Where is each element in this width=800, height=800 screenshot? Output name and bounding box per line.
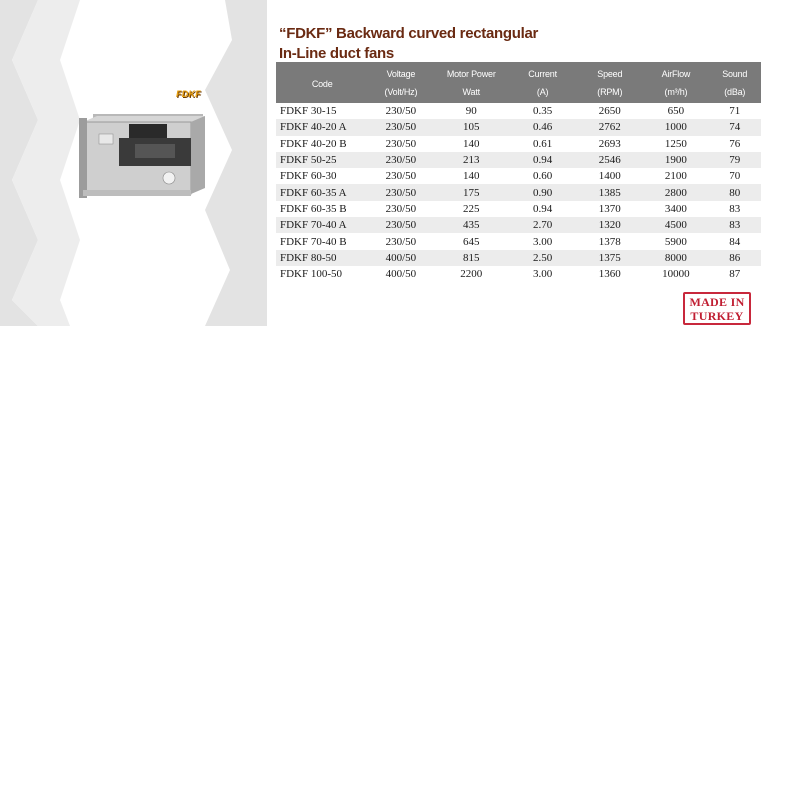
badge-line-2: TURKEY xyxy=(690,309,744,323)
unit-voltage: (Volt/Hz) xyxy=(368,83,433,103)
header-speed: Speed xyxy=(576,62,643,83)
cell-motor-power: 213 xyxy=(433,152,509,168)
cell-code: FDKF 60-35 A xyxy=(276,184,368,200)
cell-airflow: 5900 xyxy=(643,233,708,249)
cell-voltage: 230/50 xyxy=(368,201,433,217)
cell-voltage: 230/50 xyxy=(368,136,433,152)
cell-voltage: 230/50 xyxy=(368,233,433,249)
cell-speed: 1370 xyxy=(576,201,643,217)
cell-code: FDKF 40-20 B xyxy=(276,136,368,152)
cell-sound: 76 xyxy=(708,136,761,152)
unit-speed: (RPM) xyxy=(576,83,643,103)
table-row xyxy=(276,152,761,168)
cell-airflow: 1900 xyxy=(643,152,708,168)
cell-current: 0.60 xyxy=(509,168,576,184)
table-row xyxy=(276,217,761,233)
cell-current: 0.35 xyxy=(509,103,576,119)
cell-code: FDKF 70-40 B xyxy=(276,233,368,249)
cell-sound: 84 xyxy=(708,233,761,249)
table-row xyxy=(276,168,761,184)
cell-airflow: 10000 xyxy=(643,266,708,282)
cell-code: FDKF 60-35 B xyxy=(276,201,368,217)
cell-voltage: 230/50 xyxy=(368,217,433,233)
cell-voltage: 400/50 xyxy=(368,250,433,266)
cell-voltage: 230/50 xyxy=(368,184,433,200)
header-current: Current xyxy=(509,62,576,83)
cell-speed: 1400 xyxy=(576,168,643,184)
cell-airflow: 650 xyxy=(643,103,708,119)
cell-code: FDKF 60-30 xyxy=(276,168,368,184)
table-row xyxy=(276,233,761,249)
cell-code: FDKF 50-25 xyxy=(276,152,368,168)
table-row xyxy=(276,184,761,200)
cell-airflow: 8000 xyxy=(643,250,708,266)
cell-motor-power: 140 xyxy=(433,168,509,184)
unit-current: (A) xyxy=(509,83,576,103)
cell-airflow: 2800 xyxy=(643,184,708,200)
cell-motor-power: 175 xyxy=(433,184,509,200)
table-row xyxy=(276,201,761,217)
cell-code: FDKF 100-50 xyxy=(276,266,368,282)
table-row xyxy=(276,136,761,152)
unit-sound: (dBa) xyxy=(708,83,761,103)
cell-current: 0.94 xyxy=(509,201,576,217)
cell-sound: 74 xyxy=(708,119,761,135)
cell-motor-power: 2200 xyxy=(433,266,509,282)
table-row xyxy=(276,266,761,282)
cell-airflow: 2100 xyxy=(643,168,708,184)
cell-voltage: 400/50 xyxy=(368,266,433,282)
unit-motor-power: Watt xyxy=(433,83,509,103)
cell-voltage: 230/50 xyxy=(368,168,433,184)
made-in-turkey-badge xyxy=(683,292,751,325)
cell-speed: 1378 xyxy=(576,233,643,249)
cell-speed: 1375 xyxy=(576,250,643,266)
cell-airflow: 4500 xyxy=(643,217,708,233)
cell-speed: 2693 xyxy=(576,136,643,152)
cell-airflow: 1000 xyxy=(643,119,708,135)
cell-motor-power: 225 xyxy=(433,201,509,217)
cell-motor-power: 90 xyxy=(433,103,509,119)
cell-sound: 80 xyxy=(708,184,761,200)
cell-code: FDKF 80-50 xyxy=(276,250,368,266)
badge-line-1: MADE IN xyxy=(689,295,745,309)
cell-speed: 2762 xyxy=(576,119,643,135)
cell-airflow: 3400 xyxy=(643,201,708,217)
cell-current: 2.50 xyxy=(509,250,576,266)
table-row xyxy=(276,250,761,266)
cell-sound: 87 xyxy=(708,266,761,282)
cell-current: 0.90 xyxy=(509,184,576,200)
cell-speed: 2546 xyxy=(576,152,643,168)
product-panel xyxy=(0,0,267,326)
cell-current: 3.00 xyxy=(509,233,576,249)
cell-current: 3.00 xyxy=(509,266,576,282)
table-row xyxy=(276,119,761,135)
header-airflow: AirFlow xyxy=(643,62,708,83)
duct-fan-image xyxy=(75,108,215,206)
cell-speed: 1360 xyxy=(576,266,643,282)
table-row xyxy=(276,103,761,119)
page-title xyxy=(279,24,538,64)
title-line-1: “FDKF” Backward curved rectangular xyxy=(279,25,539,42)
cell-speed: 2650 xyxy=(576,103,643,119)
cell-sound: 79 xyxy=(708,152,761,168)
header-code: Code xyxy=(276,62,368,103)
cell-current: 0.46 xyxy=(509,119,576,135)
header-motor-power: Motor Power xyxy=(433,62,509,83)
cell-sound: 71 xyxy=(708,103,761,119)
cell-code: FDKF 30-15 xyxy=(276,103,368,119)
table-header-row xyxy=(276,62,761,83)
header-voltage: Voltage xyxy=(368,62,433,83)
cell-current: 2.70 xyxy=(509,217,576,233)
cell-speed: 1320 xyxy=(576,217,643,233)
fdkf-logo: FDKF xyxy=(176,89,201,99)
cell-current: 0.94 xyxy=(509,152,576,168)
cell-motor-power: 645 xyxy=(433,233,509,249)
cell-voltage: 230/50 xyxy=(368,103,433,119)
cell-code: FDKF 70-40 A xyxy=(276,217,368,233)
unit-airflow: (m³/h) xyxy=(643,83,708,103)
cell-sound: 70 xyxy=(708,168,761,184)
cell-motor-power: 435 xyxy=(433,217,509,233)
cell-current: 0.61 xyxy=(509,136,576,152)
cell-sound: 86 xyxy=(708,250,761,266)
cell-sound: 83 xyxy=(708,217,761,233)
cell-code: FDKF 40-20 A xyxy=(276,119,368,135)
cell-motor-power: 140 xyxy=(433,136,509,152)
cell-voltage: 230/50 xyxy=(368,119,433,135)
cell-voltage: 230/50 xyxy=(368,152,433,168)
cell-airflow: 1250 xyxy=(643,136,708,152)
cell-motor-power: 105 xyxy=(433,119,509,135)
cell-speed: 1385 xyxy=(576,184,643,200)
cell-sound: 83 xyxy=(708,201,761,217)
table-body xyxy=(276,103,761,282)
title-line-2: In-Line duct fans xyxy=(279,45,394,62)
header-sound: Sound xyxy=(708,62,761,83)
spec-table xyxy=(276,62,761,282)
cell-motor-power: 815 xyxy=(433,250,509,266)
